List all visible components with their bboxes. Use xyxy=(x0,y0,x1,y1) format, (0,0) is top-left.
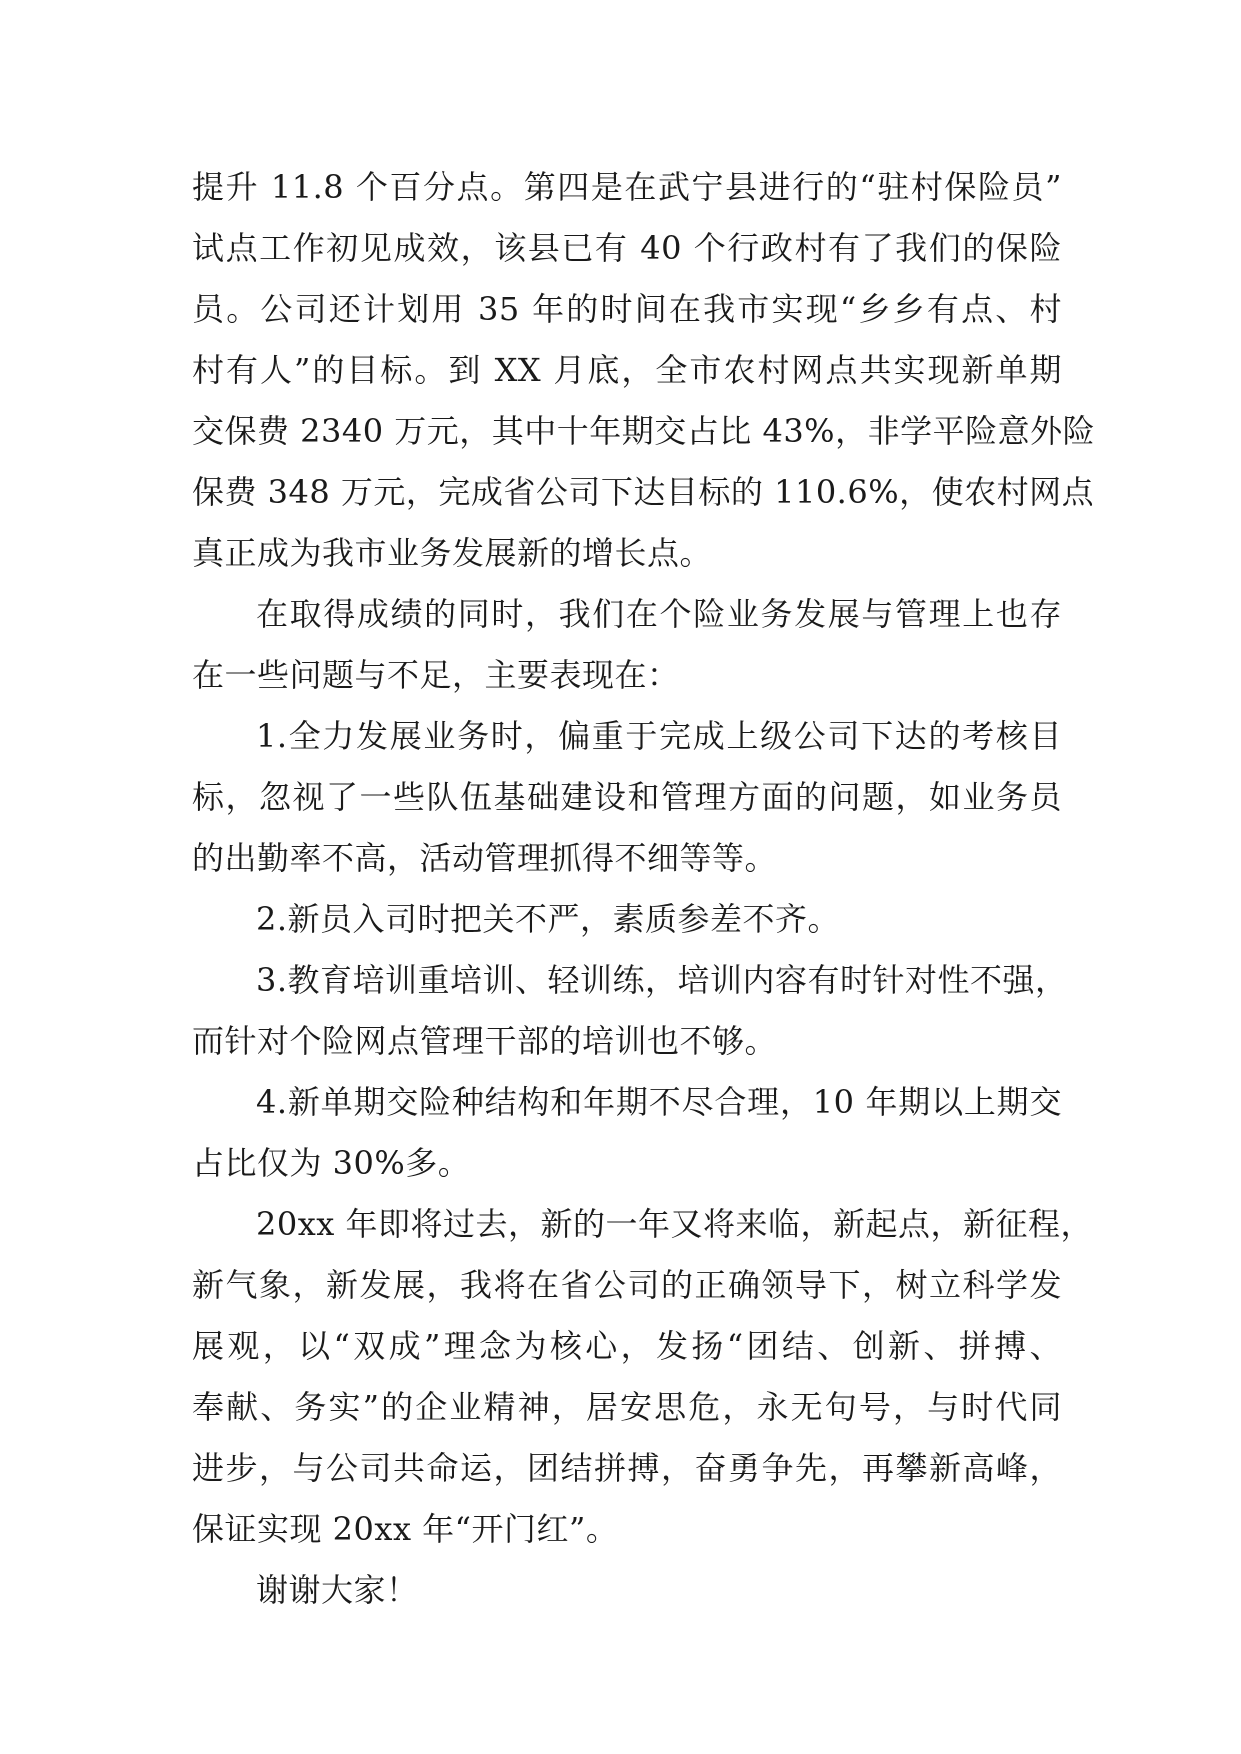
text-line: 1.全力发展业务时，偏重于完成上级公司下达的考核目 xyxy=(256,717,1062,755)
text-line: 村有人”的目标。到 XX 月底，全市农村网点共实现新单期 xyxy=(192,351,1062,389)
text-line: 员。公司还计划用 35 年的时间在我市实现“乡乡有点、村 xyxy=(192,290,1062,328)
text-line: 3.教育培训重培训、轻训练，培训内容有时针对性不强， xyxy=(256,961,1068,999)
text-line: 进步，与公司共命运，团结拼搏，奋勇争先，再攀新高峰， xyxy=(192,1449,1062,1487)
text-line: 2.新员入司时把关不严，素质参差不齐。 xyxy=(256,900,841,938)
paragraph-problems-intro xyxy=(192,584,1062,706)
text-line: 标，忽视了一些队伍基础建设和管理方面的问题，如业务员 xyxy=(192,778,1062,816)
text-line: 保证实现 20xx 年“开门红”。 xyxy=(192,1510,619,1548)
paragraph-problem-3 xyxy=(192,950,1068,1072)
paragraph-continuation xyxy=(192,157,1096,584)
text-line: 新气象，新发展，我将在省公司的正确领导下，树立科学发 xyxy=(192,1266,1062,1304)
paragraph-problem-2 xyxy=(192,889,1062,950)
paragraph-closing xyxy=(192,1560,1062,1621)
text-line: 奉献、务实”的企业精神，居安思危，永无句号，与时代同 xyxy=(192,1388,1062,1426)
paragraph-outlook xyxy=(192,1194,1093,1560)
text-line: 占比仅为 30%多。 xyxy=(192,1144,471,1182)
document-body xyxy=(192,157,1096,1621)
text-line: 真正成为我市业务发展新的增长点。 xyxy=(192,534,713,572)
text-line: 谢谢大家！ xyxy=(256,1571,419,1609)
paragraph-problem-1 xyxy=(192,706,1062,889)
text-line: 保费 348 万元，完成省公司下达目标的 110.6%，使农村网点 xyxy=(192,473,1095,511)
text-line: 在取得成绩的同时，我们在个险业务发展与管理上也存 xyxy=(256,595,1062,633)
text-line: 的出勤率不高，活动管理抓得不细等等。 xyxy=(192,839,778,877)
text-line: 20xx 年即将过去，新的一年又将来临，新起点，新征程， xyxy=(256,1205,1093,1243)
text-line: 交保费 2340 万元，其中十年期交占比 43%，非学平险意外险 xyxy=(192,412,1096,450)
text-line: 试点工作初见成效，该县已有 40 个行政村有了我们的保险 xyxy=(192,229,1062,267)
text-line: 4.新单期交险种结构和年期不尽合理，10 年期以上期交 xyxy=(256,1083,1062,1121)
paragraph-problem-4 xyxy=(192,1072,1062,1194)
text-line: 展观，以“双成”理念为核心，发扬“团结、创新、拼搏、 xyxy=(192,1327,1062,1365)
text-line: 提升 11.8 个百分点。第四是在武宁县进行的“驻村保险员” xyxy=(192,168,1062,206)
text-line: 而针对个险网点管理干部的培训也不够。 xyxy=(192,1022,778,1060)
text-line: 在一些问题与不足，主要表现在： xyxy=(192,656,680,694)
